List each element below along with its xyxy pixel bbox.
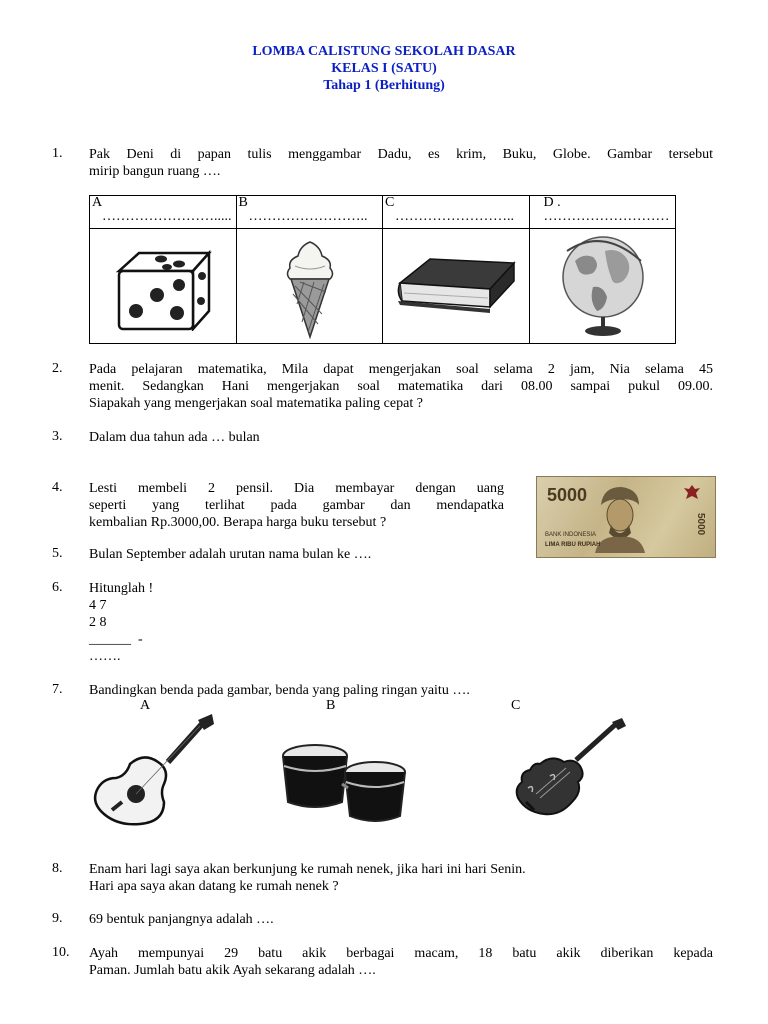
bongo-drums-icon[interactable] <box>280 740 410 830</box>
question-1-line-1: Pak Deni di papan tulis menggambar Dadu, es krim, Buku, Globe. Gambar tersebut <box>89 147 713 162</box>
option-c-blank: …………………….. <box>395 209 514 224</box>
question-4-line-3: kembalian Rp.3000,00. Berapa harga buku tersebut ? <box>89 515 387 530</box>
question-6-answer: ……. <box>89 649 121 664</box>
question-6-underline: ______ <box>89 632 131 647</box>
question-8-line-2: Hari apa saya akan datang ke rumah nenek ? <box>89 879 339 894</box>
garuda-emblem-icon <box>683 483 701 501</box>
title-line-3: Tahap 1 (Berhitung) <box>323 78 445 93</box>
question-10-line-2: Paman. Jumlah batu akik Ayah sekarang adalah …. <box>89 963 376 978</box>
guitar-icon[interactable] <box>90 712 220 832</box>
option-d-cell[interactable] <box>529 196 676 229</box>
dice-image-cell <box>90 229 237 344</box>
question-6-bottom-number: 2 8 <box>89 615 107 630</box>
option-b-letter: B <box>238 195 248 210</box>
globe-image-cell <box>529 229 676 344</box>
ice-cream-image-cell <box>236 229 383 344</box>
option-a-blank: ……………………..... <box>102 209 232 224</box>
question-8-number: 8. <box>52 861 63 876</box>
globe-icon <box>553 231 653 341</box>
question-2-line-3: Siapakah yang mengerjakan soal matematika paling cepat ? <box>89 396 423 411</box>
question-6-top-number: 4 7 <box>89 598 107 613</box>
title-line-2: KELAS I (SATU) <box>331 61 437 76</box>
question-6-number: 6. <box>52 580 63 595</box>
violin-icon[interactable] <box>510 718 630 828</box>
question-4-line-2: seperti yang terlihat pada gambar dan mendapatka <box>89 498 504 513</box>
option-c-cell[interactable] <box>383 196 530 229</box>
option-a-cell[interactable] <box>90 196 237 229</box>
option-a-label: A <box>140 698 151 713</box>
option-b-label: B <box>326 698 336 713</box>
option-b-blank: …………………….. <box>248 209 368 224</box>
question-1-line-2: mirip bangun ruang …. <box>89 164 221 179</box>
dice-icon <box>109 241 219 331</box>
book-image-cell <box>383 229 530 344</box>
question-6-line <box>89 631 169 648</box>
option-d-letter: D . <box>543 195 561 210</box>
question-1-number: 1. <box>52 146 63 161</box>
question-2-line-2: menit. Sedangkan Hani mengerjakan soal matematika dari 08.00 sampai pukul 09.00. <box>89 379 713 394</box>
question-9-number: 9. <box>52 911 63 926</box>
question-5-number: 5. <box>52 546 63 561</box>
question-8-line-1: Enam hari lagi saya akan berkunjung ke rumah nenek, jika hari ini hari Senin. <box>89 862 526 877</box>
question-7-number: 7. <box>52 682 63 697</box>
question-6-operator: - <box>138 632 143 647</box>
option-b-cell[interactable] <box>236 196 383 229</box>
question-4-number: 4. <box>52 480 63 495</box>
option-d-blank: ……………………… <box>543 209 670 224</box>
question-7-text: Bandingkan benda pada gambar, benda yang paling ringan yaitu …. <box>89 683 470 698</box>
option-c-letter: C <box>385 195 395 210</box>
option-c-label: C <box>511 698 521 713</box>
question-2-number: 2. <box>52 361 63 376</box>
question-5-text: Bulan September adalah urutan nama bulan ke …. <box>89 547 372 562</box>
banknote-amount-vertical: 5000 <box>695 513 706 536</box>
banknote-words: LIMA RIBU RUPIAH <box>545 542 601 548</box>
question-1-options-table <box>89 195 676 344</box>
ice-cream-icon <box>280 234 340 339</box>
question-10-number: 10. <box>52 945 70 960</box>
question-10-line-1: Ayah mempunyai 29 batu akik berbagai macam, 18 batu akik diberikan kepada <box>89 946 713 961</box>
option-a-letter: A <box>92 195 103 210</box>
book-icon <box>394 251 519 321</box>
title-line-1: LOMBA CALISTUNG SEKOLAH DASAR <box>252 44 516 59</box>
question-2-line-1: Pada pelajaran matematika, Mila dapat mengerjakan soal selama 2 jam, Nia selama 45 <box>89 362 713 377</box>
banknote-bank-name: BANK INDONESIA <box>545 532 597 538</box>
question-9-text: 69 bentuk panjangnya adalah …. <box>89 912 274 927</box>
question-4-line-1: Lesti membeli 2 pensil. Dia membayar dengan uang <box>89 481 504 496</box>
question-3-number: 3. <box>52 429 63 444</box>
question-3-text: Dalam dua tahun ada … bulan <box>89 430 260 445</box>
banknote-amount: 5000 <box>547 485 588 505</box>
question-6-text: Hitunglah ! <box>89 581 154 596</box>
